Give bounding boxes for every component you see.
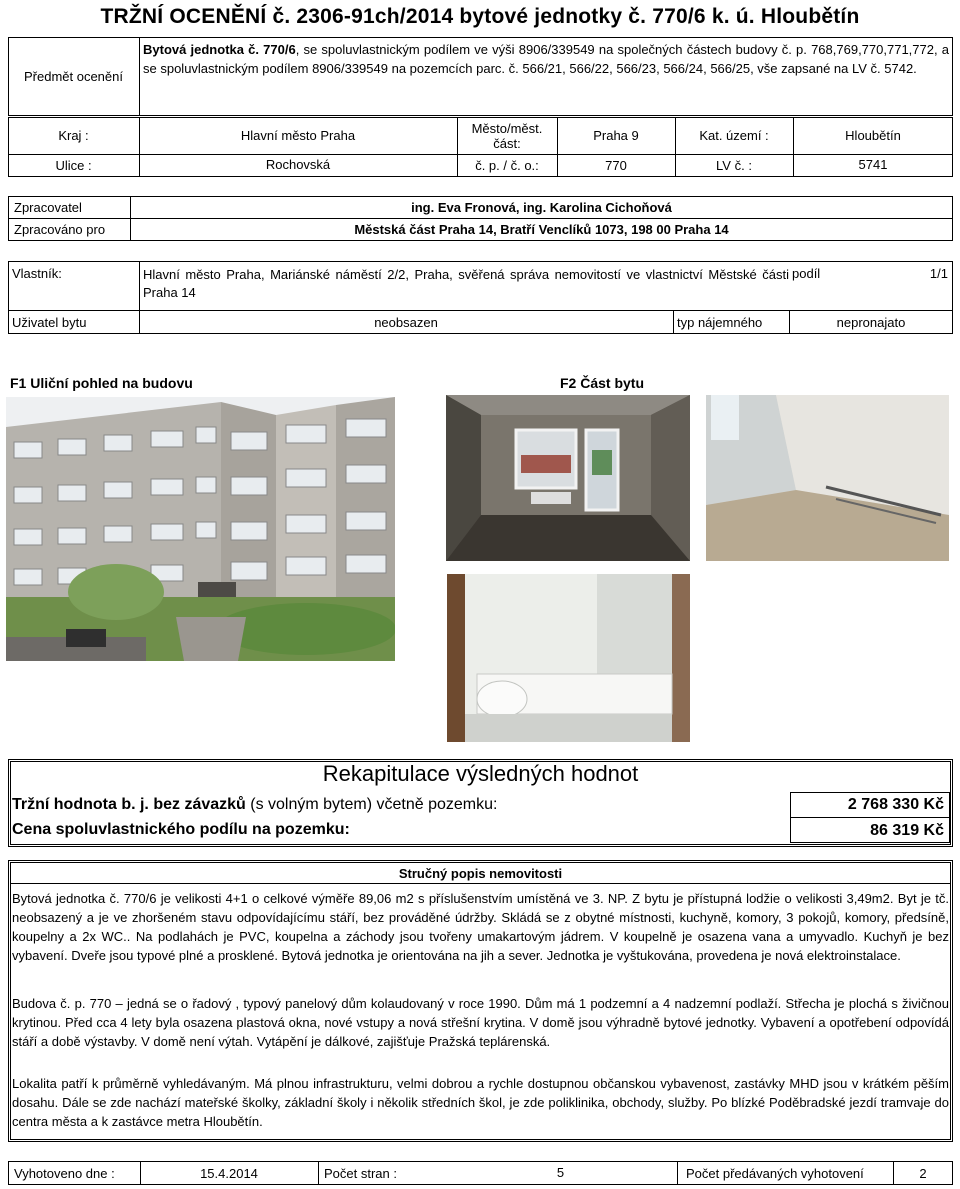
market-label-bold: Tržní hodnota b. j. bez závazků (12, 796, 246, 813)
footer-copies-value: 2 (919, 1165, 927, 1181)
footer-copies-label: Počet předávaných vyhotovení (686, 1165, 864, 1181)
cp-value: 770 (605, 158, 627, 173)
cp-label: č. p. / č. o.: (475, 158, 539, 173)
photo-f2-label: F2 Část bytu (560, 375, 645, 391)
podil-label: podíl (792, 266, 821, 281)
uzivatel-label: Uživatel bytu (12, 314, 87, 330)
recap-heading: Rekapitulace výsledných hodnot (322, 761, 639, 786)
vlastnik-label: Vlastník: (12, 266, 62, 281)
subject-rest: , se spoluvlastnickým podílem ve výši 8906/339549 na společných částech budovy č. p. 768,769,770,771,772, a se spoluvlastnickým podílem 8906/339549 na pozemcích parc. č. 566/21, 566/22, 566/23, 566/24, 566/25, vše zapsané na LV č. 5742. (143, 42, 949, 76)
zpracovano-pro-label: Zpracováno pro (14, 222, 106, 237)
market-value: 2 768 330 Kč (847, 796, 944, 813)
room-photo (446, 395, 690, 561)
ulice-value: Rochovská (265, 157, 331, 172)
kraj-label: Kraj : (58, 128, 89, 143)
zpracovano-pro-value: Městská část Praha 14, Bratří Venclíků 1073, 198 00 Praha 14 (354, 222, 729, 237)
kat-value: Hloubětín (845, 128, 901, 143)
share-value-label: Cena spoluvlastnického podílu na pozemku: (12, 821, 350, 838)
zpracovatel-label: Zpracovatel (14, 199, 82, 215)
podil-value: 1/1 (929, 266, 948, 281)
footer-date-label: Vyhotoveno dne : (14, 1165, 115, 1181)
mesto-label: Město/měst. část: (471, 120, 543, 151)
mesto-value: Praha 9 (593, 128, 639, 143)
kat-label: Kat. území : (699, 128, 769, 143)
building-photo (6, 397, 395, 661)
typ-label: typ nájemného (677, 314, 763, 330)
typ-value: nepronajato (836, 314, 906, 330)
kraj-value: Hlavní město Praha (240, 128, 356, 143)
uzivatel-value: neobsazen (374, 314, 438, 330)
subject-unit: Bytová jednotka č. 770/6 (143, 42, 296, 57)
document-title: TRŽNÍ OCENĚNÍ č. 2306-91ch/2014 bytové jednotky č. 770/6 k. ú. Hloubětín (100, 5, 860, 28)
footer-pages-label: Počet stran : (324, 1165, 397, 1181)
footer-date-value: 15.4.2014 (200, 1165, 258, 1181)
subject-text (143, 40, 949, 78)
description-heading: Stručný popis nemovitosti (398, 866, 563, 881)
description-apartment: Bytová jednotka č. 770/6 je velikosti 4+1 o celkové výměře 89,06 m2 s příslušenstvím umístěná ve 3. NP. Z bytu je přístupná lodžie o velikosti 3,49m2. Byt je tč. neobsazený a je ve zhoršeném stavu odpovídajícímu stáří, bez prováděné údržby. Skládá se z obytné místnosti, kuchyně, komory, 3 pokojů, komory, předsíně, koupelny a 2x WC.. Na podlahách je PVC, koupelna a záchody jsou tvořeny umakartovým jádrem. V koupelně je osazena vana a umyvadlo. Kuchyň je bez vybavení. Dveře jsou typové plné a prosklené. Bytová jednotka je orientována na jih a sever. Jednotka je vyštukována, provedena je nová elektroinstalace. (12, 891, 949, 963)
zpracovatel-value: ing. Eva Fronová, ing. Karolina Cichoňová (411, 199, 672, 215)
vlastnik-value: Hlavní město Praha, Mariánské náměstí 2/2, Praha, svěřená správa nemovitostí ve vlastnictví Městské části Praha 14 (143, 267, 789, 300)
lv-label: LV č. : (716, 158, 752, 173)
market-value-label (12, 795, 497, 815)
description-building: Budova č. p. 770 – jedná se o řadový , typový panelový dům kolaudovaný v roce 1990. Dům má 1 podzemní a 4 nadzemní podlaží. Střecha je plochá s živičnou krytinou. Před cca 4 lety byla osazena plastová okna, nové vstupy a nová střešní krytina. V domě jsou výhradně bytové jednotky. Vybavení a opotřebení odpovídá stáří a době výstavby. V domě není výtah. Vytápění je dálkové, zajišťuje Pražská teplárenská. (12, 996, 949, 1049)
lv-value: 5741 (858, 157, 888, 172)
market-label-rest: (s volným bytem) včetně pozemku: (245, 796, 498, 813)
share-value: 86 319 Kč (870, 821, 944, 839)
photo-f1-label: F1 Uliční pohled na budovu (10, 375, 193, 391)
bathroom-photo (447, 574, 690, 742)
corner-photo (706, 395, 949, 561)
description-location: Lokalita patří k průměrně vyhledávaným. Má plnou infrastrukturu, velmi dobrou a rychle dostupnou občanskou vybavenost, zastávky MHD jsou v krátkém pěším dosahu. Dále se zde nachází mateřské školky, základní školy i několik středních škol, je zde poliklinika, obchody, služby. Po blízké Poděbradské jezdí tramvaje do centra města a k zastávce metra Hloubětín. (12, 1076, 949, 1129)
ulice-label: Ulice : (55, 158, 92, 173)
footer-pages-value: 5 (556, 1164, 565, 1180)
subject-label: Předmět ocenění (23, 69, 123, 84)
